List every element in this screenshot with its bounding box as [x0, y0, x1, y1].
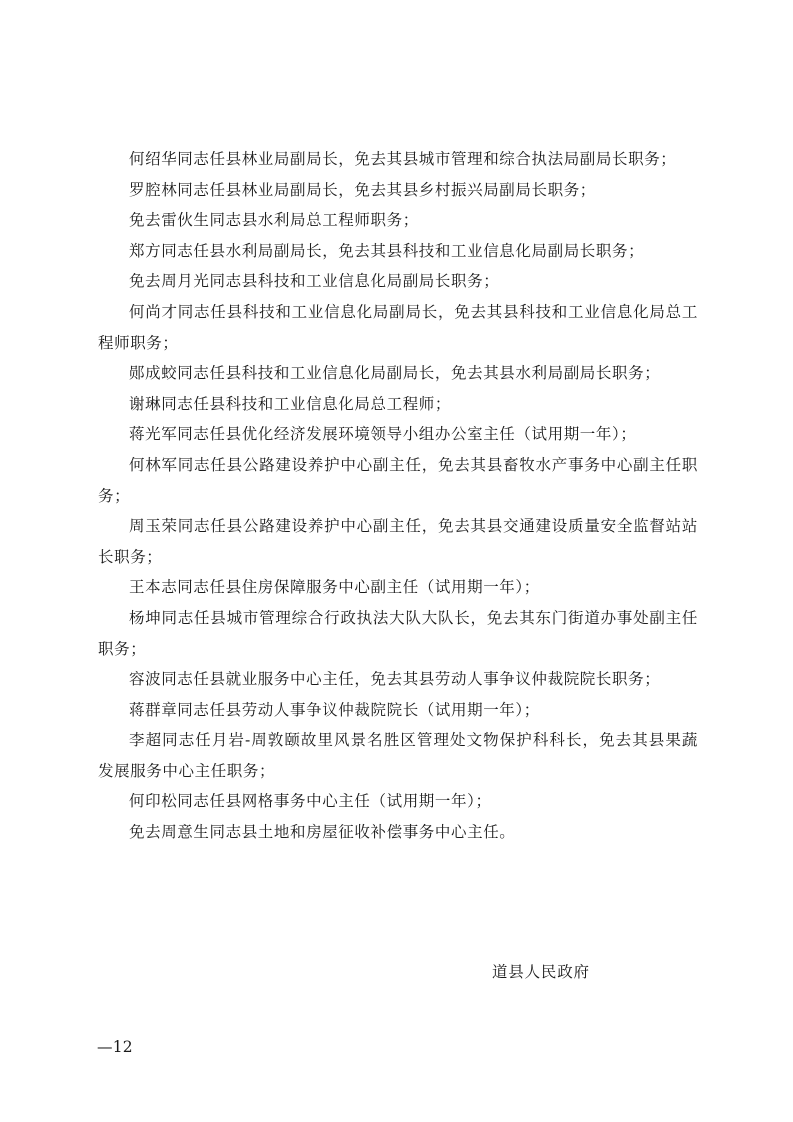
paragraph-13: 杨坤同志任县城市管理综合行政执法大队大队长，免去其东门街道办事处副主任职务；: [98, 608, 698, 658]
paragraph-14: 容波同志任县就业服务中心主任，免去其县劳动人事争议仲裁院院长职务；: [129, 670, 661, 689]
paragraph-11: 周玉荣同志任县公路建设养护中心副主任，免去其县交通建设质量安全监督站站长职务；: [98, 517, 698, 566]
paragraph-9: 蒋光军同志任县优化经济发展环境领导小组办公室主任（试用期一年）；: [129, 425, 637, 444]
paragraph-5: 免去周月光同志县科技和工业信息化局副局长职务；: [129, 272, 500, 291]
page-number: —12: [97, 1038, 133, 1056]
paragraph-17: 何印松同志任县网格事务中心主任（试用期一年）；: [129, 792, 492, 811]
paragraph-2: 罗腔林同志任县林业局副局长，免去其县乡村振兴局副局长职务；: [129, 180, 596, 199]
paragraph-18: 免去周意生同志县土地和房屋征收补偿事务中心主任。: [129, 823, 516, 842]
issuer-signature: 道县人民政府: [492, 963, 590, 981]
paragraph-16: 李超同志任月岩-周敦颐故里风景名胜区管理处文物保护科科长，免去其县果蔬发展服务中心主任职务；: [98, 731, 698, 780]
paragraph-4: 郑方同志任县水利局副局长，免去其县科技和工业信息化局副局长职务；: [129, 241, 645, 260]
paragraph-3: 免去雷伙生同志县水利局总工程师职务；: [129, 211, 419, 230]
paragraph-10: 何林军同志任县公路建设养护中心副主任，免去其县畜牧水产事务中心副主任职务；: [98, 455, 698, 505]
paragraph-8: 谢琳同志任县科技和工业信息化局总工程师；: [129, 394, 452, 413]
paragraph-12: 王本志同志任县住房保障服务中心副主任（试用期一年）；: [129, 578, 540, 597]
paragraph-6: 何尚才同志任县科技和工业信息化局副局长，免去其县科技和工业信息化局总工程师职务；: [98, 302, 698, 352]
paragraph-7: 郧成蛟同志任县科技和工业信息化局副局长，免去其县水利局副局长职务；: [129, 364, 661, 383]
document-body: [98, 144, 698, 848]
paragraph-1: 何绍华同志任县林业局副局长，免去其县城市管理和综合执法局副局长职务；: [129, 150, 677, 168]
paragraph-15: 蒋群章同志任县劳动人事争议仲裁院院长（试用期一年）；: [129, 700, 540, 719]
